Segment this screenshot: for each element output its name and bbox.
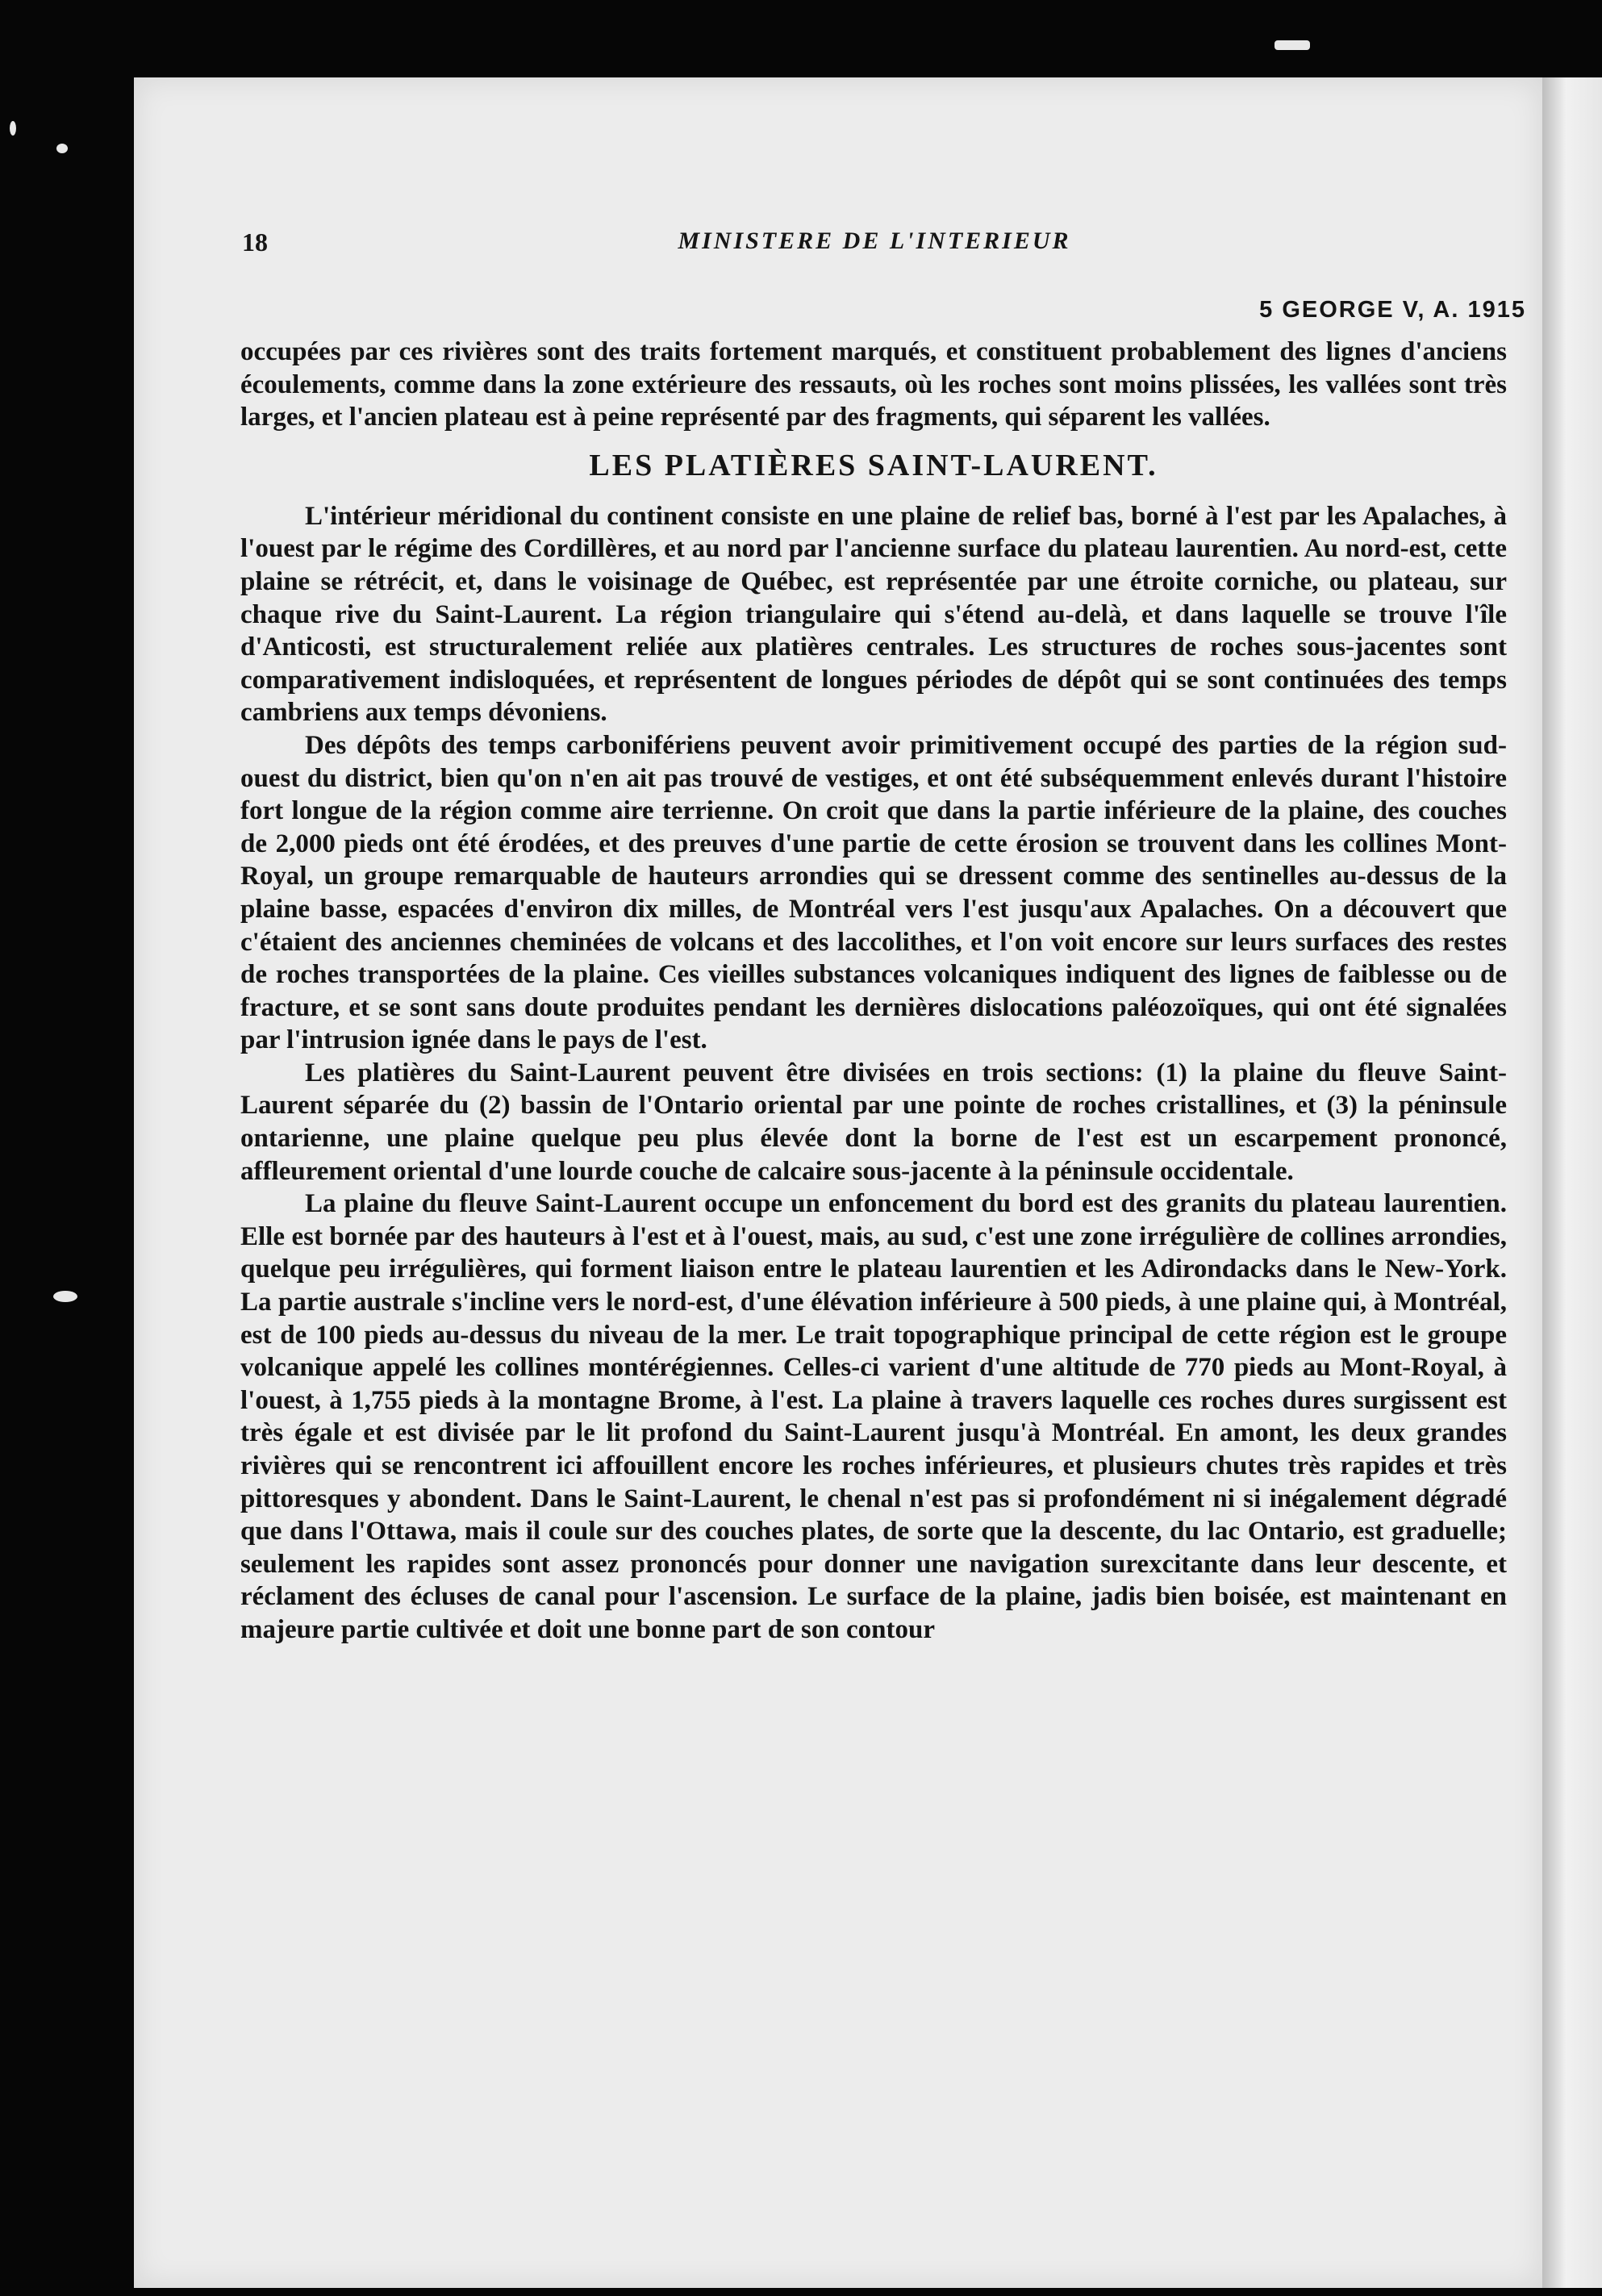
scan-speck: [56, 144, 68, 153]
document-page: [134, 77, 1542, 2288]
page-edge: [1542, 77, 1602, 2288]
section-heading: LES PLATIÈRES SAINT-LAURENT.: [589, 448, 1158, 482]
session-line: 5 GEORGE V, A. 1915: [1259, 297, 1526, 323]
paragraph: Les platières du Saint-Laurent peuvent être divisées en trois sections: (1) la plaine du fleuve Saint-Laurent séparée du (2) bassin de l'Ontario oriental par une pointe de roches cristallines, et (3) la péninsule ontarienne, une plaine quelque peu plus élevée dont la borne de l'est est un escarpement prononcé, affleurement oriental d'une lourde couche de calcaire sous-jacente à la péninsule occidentale.: [240, 1058, 1507, 1186]
paragraph: Des dépôts des temps carbonifériens peuvent avoir primitivement occupé des parties de la région sud-ouest du district, bien qu'on n'en ait pas trouvé de vestiges, et ont été subséquemment enlevés durant l'histoire fort longue de la région comme aire terrienne. On croit que dans la partie inférieure de la plaine, des couches de 2,000 pieds ont été érodées, et des preuves d'une partie de cette érosion se trouvent dans les collines Mont-Royal, un groupe remarquable de hauteurs arrondies qui se dressent comme des sentinelles au-dessus de la plaine basse, espacées d'environ dix milles, de Montréal vers l'est jusqu'aux Apalaches. On a découvert que c'étaient des anciennes cheminées de volcans et des laccolithes, et l'on voit encore sur leurs surfaces des restes de roches transportées de la plaine. Ces vieilles substances volcaniques indiquent des lignes de faiblesse ou de fracture, et se sont sans doute produites pendant les dernières dislocations paléozoïques, qui ont été signalées par l'intrusion ignée dans le pays de l'est.: [240, 730, 1507, 1055]
scan-speck: [53, 1291, 77, 1302]
scan-speck: [1275, 40, 1310, 50]
body-text: [240, 336, 1507, 1647]
header-title: MINISTERE DE L'INTERIEUR: [678, 228, 1071, 254]
page-number: 18: [242, 228, 268, 257]
paragraph: La plaine du fleuve Saint-Laurent occupe un enfoncement du bord est des granits du plateau laurentien. Elle est bornée par des hauteurs à l'est et à l'ouest, mais, au sud, c'est une zone irrégulière de collines arrondies, quelque peu irrégulières, qui forment liaison entre le plateau laurentien et les Adirondacks dans le New-York. La partie australe s'incline vers le nord-est, d'une élévation inférieure à 500 pieds, à une plaine qui, à Montréal, est de 100 pieds au-dessus du niveau de la mer. Le trait topographique principal de cette région est le groupe volcanique appelé les collines montérégiennes. Celles-ci varient d'une altitude de 770 pieds au Mont-Royal, à l'ouest, à 1,755 pieds à la montagne Brome, à l'est. La plaine à travers laquelle ces roches dures surgissent est très égale et est divisée par le lit profond du Saint-Laurent jusqu'à Montréal. En amont, les deux grandes rivières qui se rencontrent ici affouillent encore les roches inférieures, et plusieurs chutes très rapides et très pittoresques y abondent. Dans le Saint-Laurent, le chenal n'est pas si profondément ni si inégalement dégradé que dans l'Ottawa, mais il coule sur des couches plates, de sorte que la descente, du lac Ontario, est graduelle; seulement les rapides sont assez prononcés pour donner une navigation surexcitante dans leur descente, et réclament des écluses de canal pour l'ascension. Le surface de la plaine, jadis bien boisée, est maintenant en majeure partie cultivée et doit une bonne part de son contour: [240, 1189, 1507, 1644]
running-head: [242, 228, 1507, 268]
scan-speck: [10, 121, 16, 136]
paragraph: L'intérieur méridional du continent consiste en une plaine de relief bas, borné à l'est par les Apalaches, à l'ouest par le régime des Cordillères, et au nord par l'ancienne surface du plateau laurentien. Au nord-est, cette plaine se rétrécit, et, dans le voisinage de Québec, est représentée par une étroite corniche, ou plateau, sur chaque rive du Saint-Laurent. La région triangulaire qui s'étend au-delà, et dans laquelle se trouve l'île d'Anticosti, est structuralement reliée aux platières centrales. Les structures de roches sous-jacentes sont comparativement indisloquées, et représentent de longues périodes de dépôt qui se sont continuées des temps cambriens aux temps dévoniens.: [240, 501, 1507, 728]
intro-paragraph: occupées par ces rivières sont des traits fortement marqués, et constituent probablement des lignes d'anciens écoulements, comme dans la zone extérieure des ressauts, où les roches sont moins plissées, les vallées sont très larges, et l'ancien plateau est à peine représenté par des fragments, qui séparent les vallées.: [240, 337, 1507, 432]
